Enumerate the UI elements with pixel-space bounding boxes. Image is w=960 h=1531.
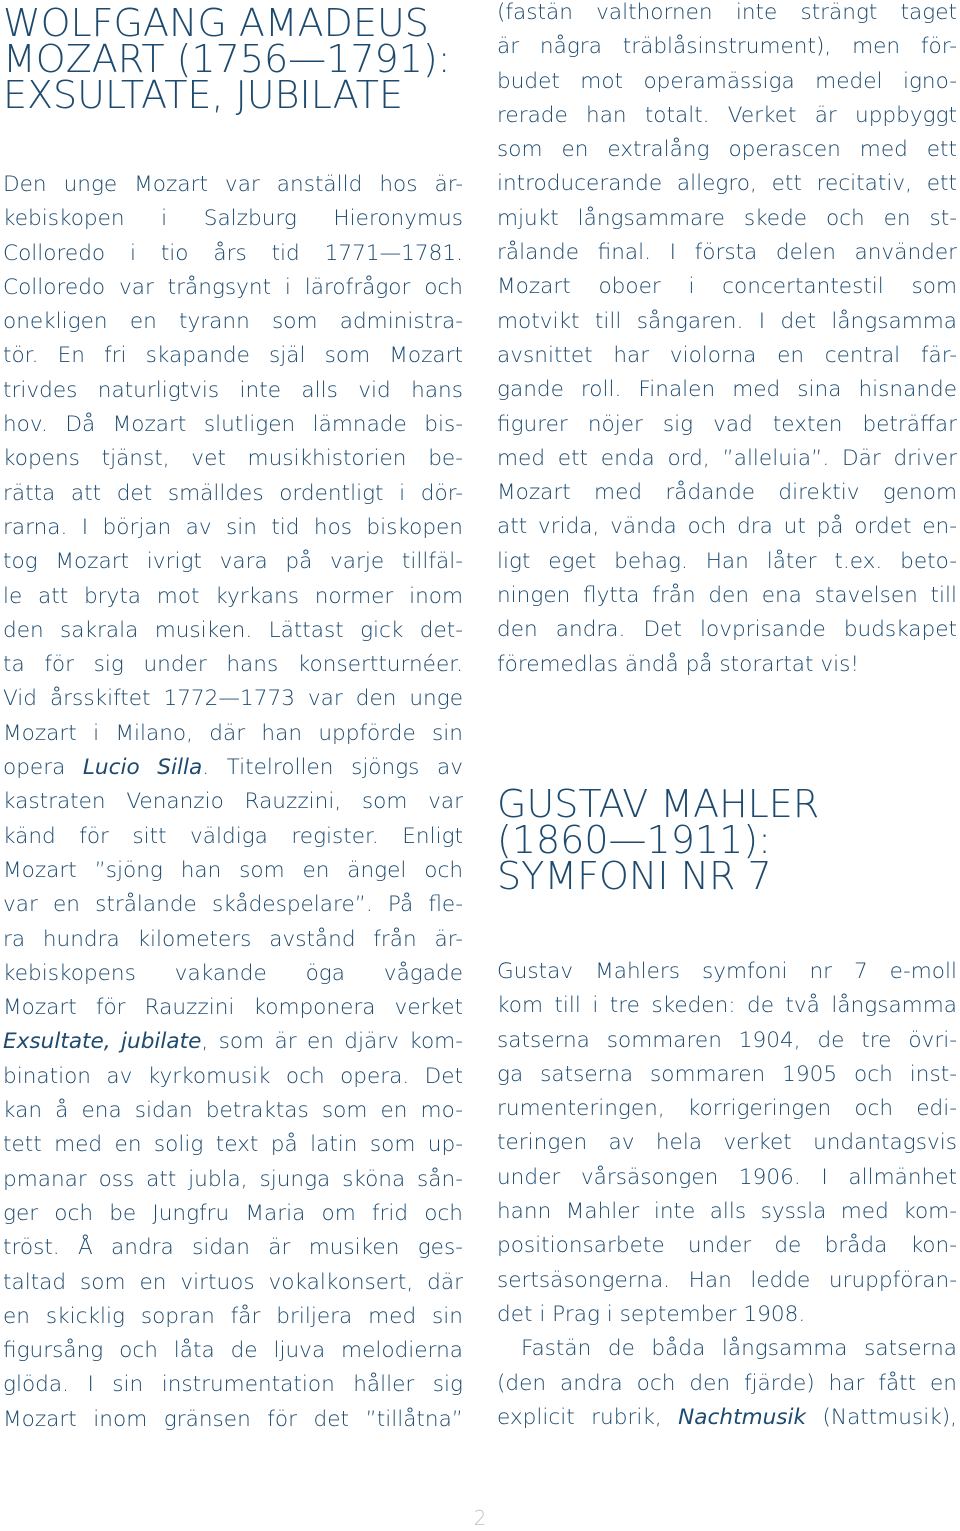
text-line: ra hundra kilometers avstånd från är- <box>3 926 463 952</box>
text-line: Mozart inom gränsen för det ”tillåtna” <box>3 1406 463 1432</box>
text-line: rumenteringen, korrigeringen och edi- <box>497 1096 957 1122</box>
text-line: var en strålande skådespelare”. På fle- <box>3 892 463 918</box>
text-line: glöda. I sin instrumentation håller sig <box>3 1372 463 1398</box>
text-line: mjukt långsammare skede och en st- <box>497 205 957 231</box>
mahler-heading-line: (1860—1911): <box>497 818 771 862</box>
text-line: en skicklig sopran får briljera med sin <box>3 1303 463 1329</box>
text-line: rålande final. I första delen använder <box>497 240 957 266</box>
text-line: rätta att det smälldes ordentligt i dör- <box>3 480 463 506</box>
text-line: Vid årsskiftet 1772—1773 var den unge <box>3 686 463 712</box>
text-line: Mozart oboer i concertantestil som <box>497 274 957 300</box>
text-line: den andra. Det lovprisande budskapet <box>497 617 957 643</box>
text-line: kastraten Venanzio Rauzzini, som var <box>3 789 463 815</box>
text-line: gande roll. Finalen med sina hisnande <box>497 377 957 403</box>
text-line: det i Prag i september 1908. <box>497 1301 806 1327</box>
text-line: figurer nöjer sig vad texten beträffar <box>497 411 957 437</box>
text-line: Gustav Mahlers symfoni nr 7 e-moll <box>497 959 957 984</box>
italic-title: Nachtmusik <box>678 1404 807 1430</box>
text-line <box>3 751 463 785</box>
text-line: kopens tjänst, vet musikhistorien be- <box>3 446 463 472</box>
text-line: att vrida, vända och dra ut på ordet en- <box>497 514 957 540</box>
text-line: är några träblåsinstrument), men för- <box>497 34 957 60</box>
mahler-body-text <box>497 955 957 1435</box>
text-line <box>3 1025 463 1059</box>
italic-title: Lucio Silla <box>82 755 203 781</box>
text-line: Mozart ”sjöng han som en ängel och <box>3 857 463 883</box>
text-line: rerade han totalt. Verket är uppbyggt <box>497 102 957 128</box>
text-line: motvikt till sångaren. I det långsamma <box>497 308 957 334</box>
text-line: Colloredo i tio års tid 1771—1781. <box>3 240 463 266</box>
text-line: Den unge Mozart var anställd hos är- <box>3 172 463 197</box>
text-line: rarna. I början av sin tid hos biskopen <box>3 514 463 540</box>
text-line: som en extralång operascen med ett <box>497 137 957 163</box>
text-fragment: . Titelrollen sjöngs av <box>202 755 463 781</box>
left-column <box>3 0 463 1432</box>
text-line: Mozart med rådande direktiv genom <box>497 480 957 506</box>
text-line: föremedlas ändå på storartat vis! <box>497 651 860 677</box>
text-line: den sakrala musiken. Lättast gick det- <box>3 617 463 643</box>
text-fragment: , som är en djärv kom- <box>201 1029 463 1055</box>
text-line: Mozart för Rauzzini komponera verket <box>3 995 463 1021</box>
text-line: ger och be Jungfru Maria om frid och <box>3 1200 463 1226</box>
mozart-heading <box>3 1 463 117</box>
text-line: (den andra och den fjärde) har fått en <box>497 1370 957 1396</box>
text-line: introducerande allegro, ett recitativ, ett <box>497 171 957 197</box>
text-line: figursång och låta de ljuva melodierna <box>3 1338 463 1364</box>
mahler-heading-line: GUSTAV MAHLER <box>497 782 820 826</box>
text-fragment: opera <box>3 755 83 781</box>
text-line: hov. Då Mozart slutligen lämnade bis- <box>3 412 463 438</box>
text-line: ta för sig under hans konsertturnéer. <box>3 652 463 678</box>
text-line: pmanar oss att jubla, sjunga sköna sån- <box>3 1166 463 1192</box>
text-line: känd för sitt väldiga register. Enligt <box>3 823 463 849</box>
text-line: kebiskopens vakande öga vågade <box>3 960 463 986</box>
text-fragment: (Nattmusik), <box>806 1404 958 1430</box>
text-line: teringen av hela verket undantagsvis <box>497 1130 957 1156</box>
text-line: positionsarbete under de bråda kon- <box>497 1233 957 1259</box>
text-line: tett med en solig text på latin som up- <box>3 1132 463 1158</box>
text-line: bination av kyrkomusik och opera. Det <box>3 1063 463 1089</box>
mozart-heading-line: MOZART (1756—1791): <box>3 37 451 81</box>
text-line: tröst. Å andra sidan är musiken ges- <box>3 1235 463 1261</box>
text-line: sertsäsongerna. Han ledde uruppföran- <box>497 1267 957 1293</box>
text-line: hann Mahler inte alls syssla med kom- <box>497 1199 957 1225</box>
mozart-body-text <box>3 168 463 1437</box>
text-line <box>497 1401 957 1435</box>
text-line: (fastän valthornen inte strängt taget <box>497 0 957 25</box>
text-line: under vårsäsongen 1906. I allmänhet <box>497 1164 957 1190</box>
text-line: ga satserna sommaren 1905 och inst- <box>497 1061 957 1087</box>
text-line: le att bryta mot kyrkans normer inom <box>3 583 463 609</box>
text-line: tör. En fri skapande själ som Mozart <box>3 343 463 369</box>
page-number: 2 <box>473 1506 487 1530</box>
mahler-heading <box>497 782 820 898</box>
text-line: kom till i tre skeden: de två långsamma <box>497 993 957 1019</box>
text-line: Mozart i Milano, där han uppförde sin <box>3 720 463 746</box>
mahler-heading-line: SYMFONI NR 7 <box>497 854 772 898</box>
text-line: med ett enda ord, ”alleluia”. Där driver <box>497 445 957 471</box>
mozart-body-continued <box>497 0 957 682</box>
text-line: tog Mozart ivrigt vara på varje tillfäl- <box>3 549 463 575</box>
text-line: kan å ena sidan betraktas som en mo- <box>3 1098 463 1124</box>
text-line: onekligen en tyrann som administra- <box>3 309 463 335</box>
text-line: Fastän de båda långsamma satserna <box>521 1336 957 1362</box>
italic-title: Exsultate, jubilate <box>3 1029 202 1055</box>
mozart-heading-line: EXSULTATE, JUBILATE <box>3 73 404 117</box>
text-line: trivdes naturligtvis inte alls vid hans <box>3 377 463 403</box>
text-line: ningen flytta från den ena stavelsen till <box>497 583 957 609</box>
text-fragment: explicit rubrik, <box>497 1404 679 1430</box>
text-line: Colloredo var trångsynt i lärofrågor och <box>3 274 463 300</box>
text-line: taltad som en virtuos vokalkonsert, där <box>3 1269 463 1295</box>
text-line: satserna sommaren 1904, de tre övri- <box>497 1027 957 1053</box>
text-line: budet mot operamässiga medel igno- <box>497 68 957 94</box>
text-line: kebiskopen i Salzburg Hieronymus <box>3 206 463 232</box>
text-line: avsnittet har violorna en central fär- <box>497 342 957 368</box>
mozart-heading-line: WOLFGANG AMADEUS <box>3 1 429 45</box>
text-line: ligt eget behag. Han låter t.ex. beto- <box>497 548 957 574</box>
